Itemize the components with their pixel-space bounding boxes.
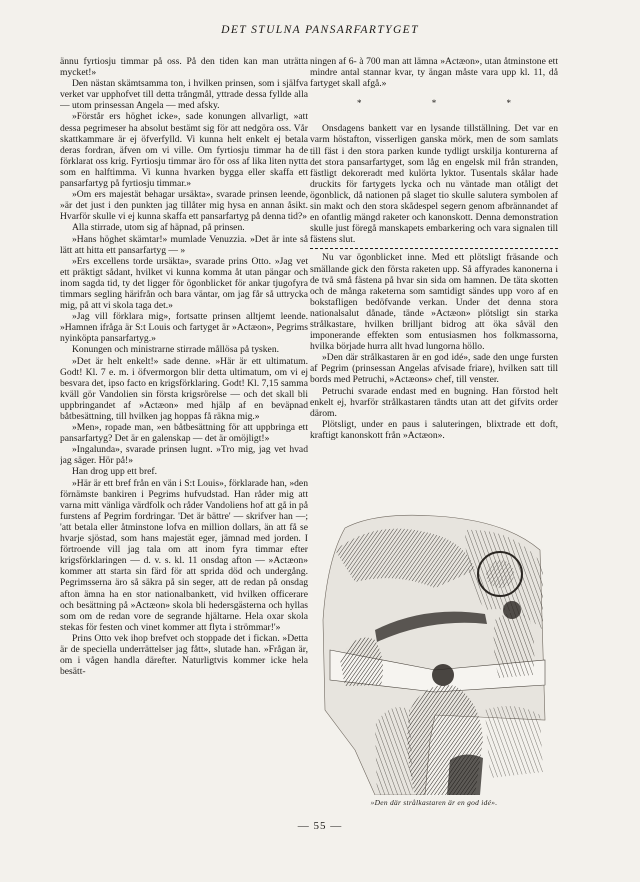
paragraph: »Om ers majestät behagar ursäkta», svarade prinsen leende, »är det just i den punkten jag tillåter mig hysa en annan åsikt. Hvarför skulle vi ej kunna skaffa ett pansarfartyg på denna tid?» [60,189,308,223]
section-break-stars: * * * [357,98,545,109]
paragraph: »Här är ett bref från en vän i S:t Louis», förklarade han, »den förnämste bankiren i Pegrims hufvudstad. Han råder mig att varna mitt vänliga värdfolk och råder Vandoliens hof att gå in på furstens af Pegrim fordringar. 'Det är bättre' — skrifver han —; 'att betala eller åtminstone lofva en million dollars, än att få se hvarje sjöstad, som hans majestät eger, jämnad med jorden. I förtroende vill jag tala om att inom fyra timmar efter krigsförklaringen — d. v. s. kl. 11 onsdag afton — »Actæon» kommer att starta sin färd för att sprida död och undergång. Pegrimsserna äro så säkra på sin seger, att de redan på onsdag afton ämna ha en stor nationalbankett, vid hvilken officerare och besättning på »Actæon» skola bli hedersgästerna och hyllas som om de redan vore de segrande hjältarne. Hela oxar skola stekas för festen och vinet kommer att flyta i strömmar!'» [60,477,308,633]
illustration-banquet [315,510,547,795]
paragraph: Petruchi svarade endast med en bugning. Han förstod helt enkelt ej, hvarför strålkastaren tändts utan att det gifvits order därom. [310,385,558,419]
paragraph: »Det är helt enkelt!» sade denne. »Här är ett ultimatum. Godt! Kl. 7 e. m. i öfvermorgon blir detta ultimatum, om vi ej besvara det, ipso facto en krigsförklaring. Godt! Kl. 7,15 samma kväll gör Vandolien sin första krigsrörelse — och det skall bli uppbringandet af »Actæon» med hjälp af en beväpnad båtbesättning, till hvilken jag hoppas få räkna mig.» [60,355,308,422]
paragraph: ningen af 6- à 700 man att lämna »Actæon», utan åtminstone ett mindre antal stannar kvar, ty ängan måste vara upp kl. 11, då fartyget skall afgå.» [310,56,558,90]
paragraph: »Men», ropade man, »en båtbesättning för att uppbringa ett pansarfartyg? Det är en galenskap — det är omöjligt!» [60,422,308,445]
running-head: DET STULNA PANSARFARTYGET [221,24,419,36]
page-number: — 55 — [297,820,343,832]
paragraph: Plötsligt, under en paus i saluteringen, blixtrade ett doft, kraftigt kanonskott från »Actæon». [310,418,558,441]
paragraph: ännu fyrtiosju timmar på oss. På den tiden kan man uträtta mycket!» [60,56,308,79]
paragraph: Konungen och ministrarne stirrade mållösa på tysken. [72,344,280,356]
paragraph: Prins Otto vek ihop brefvet och stoppade det i fickan. »Detta är de speciella underrättelser jag fått», slutade han. »Frågan är, om i vågen handla därefter. Naturligtvis kommer icke hela besätt- [60,632,308,678]
paragraph: Han drog upp ett bref. [72,466,157,478]
paragraph: »Ers excellens torde ursäkta», svarade prins Otto. »Jag vet ett präktigt sådant, hvilket vi kunna komma åt utan pängar och inom sagda tid, ty det ligger för ögonblicket för ankar tjugofyra timmars segling härifrån och bara väntar, om jag får så uttrycka mig, på att vi skola taga det.» [60,255,308,312]
illustration-caption: »Den där strålkastaren är en god idé». [370,798,498,807]
paragraph: Nu var ögonblicket inne. Med ett plötsligt fräsande och smällande gick den första raketen upp. Så affyrades kanonerna i de två små fästena på hvar sin sida om hamnen. De täta skotten och de många raketerna som samtidigt sändes upp voro af en bokstafligen bedöfvande verkan. Under det denna stora nationalsalut dånade, tände »Actæon» plötsligt sin starka strålkastare, hvilken brilljant bidrog att öka såväl den imponerande effekten som entusiasmen hos folkmassorna, hvilka började hurra allt hvad lungorna höllo. [310,252,558,353]
dashed-divider [310,248,558,249]
paragraph: »Jag vill förklara mig», fortsatte prinsen alltjemt leende. »Hamnen ifråga är S:t Louis och fartyget är »Actæon», Pegrims nyinköpta pansarfartyg.» [60,311,308,345]
paragraph: Den nästan skämtsamma ton, i hvilken prinsen, som i själfva verket var upphofvet till detta trångmål, yttrade dessa fyllde alla — utom prinsessan Angela — med afsky. [60,78,308,112]
chair-icon [485,706,543,778]
paragraph: Onsdagens bankett var en lysande tillställning. Det var en varm höstafton, visserligen ganska mörk, men de som samlats till fäst i den stora parken kunde tydligt urskilja konturerna af det stora pansarfartyget, som låg en engelsk mil från stranden, fästligt dekoreradt med kulörta lyktor. Tusentals skålar hade druckits för fartygets lycka och nu väntade man otåligt det ögonblick, då nationen på slaget tio skulle salutera symbolen af sin makt och den stora skådespel segern genom afbrännandet af en ofantlig mängd raketer och kanonskott. Denna demonstration skulle just föregå manskapets embarkering och vara signalen till fästens slut. [310,123,558,246]
paragraph: Alla stirrade, utom sig af häpnad, på prinsen. [72,222,245,234]
paragraph: »Den där strålkastaren är en god idé», sade den unge fursten af Pegrim (prinsessan Angelas afvisade friare), hvilken satt till bords med Petruchi, »Actæons» chef, till venster. [310,352,558,386]
left-column [60,56,308,814]
paragraph: »Ingalunda», svarade prinsen lugnt. »Tro mig, jag vet hvad jag säger. Hör på!» [60,444,308,467]
officer-figure-icon [494,612,535,678]
right-column [310,56,558,510]
paragraph: »Förstår ers höghet icke», sade konungen allvarligt, »att dessa pegrimeser ha absolut bestämt sig för att nedgöra oss. Vår skattkammare är ej öfverfylld. Vi kunna helt enkelt ej betala deras fordran, äfven om vi ville. Om fyrtiosju timmar ha de förklarat oss krig. Fyrtiosju timmar äro för oss af lika liten nytta som en halftimma. Vi kunna hvarken bygga eller skaffa ett pansarfartyg på fyrtiosju timmar.» [60,111,308,190]
guest-figure-icon [375,707,413,795]
paragraph: »Hans höghet skämtar!» mumlade Venuzzia. »Det är inte så lätt att hitta ett pansarfartyg — » [60,233,308,256]
